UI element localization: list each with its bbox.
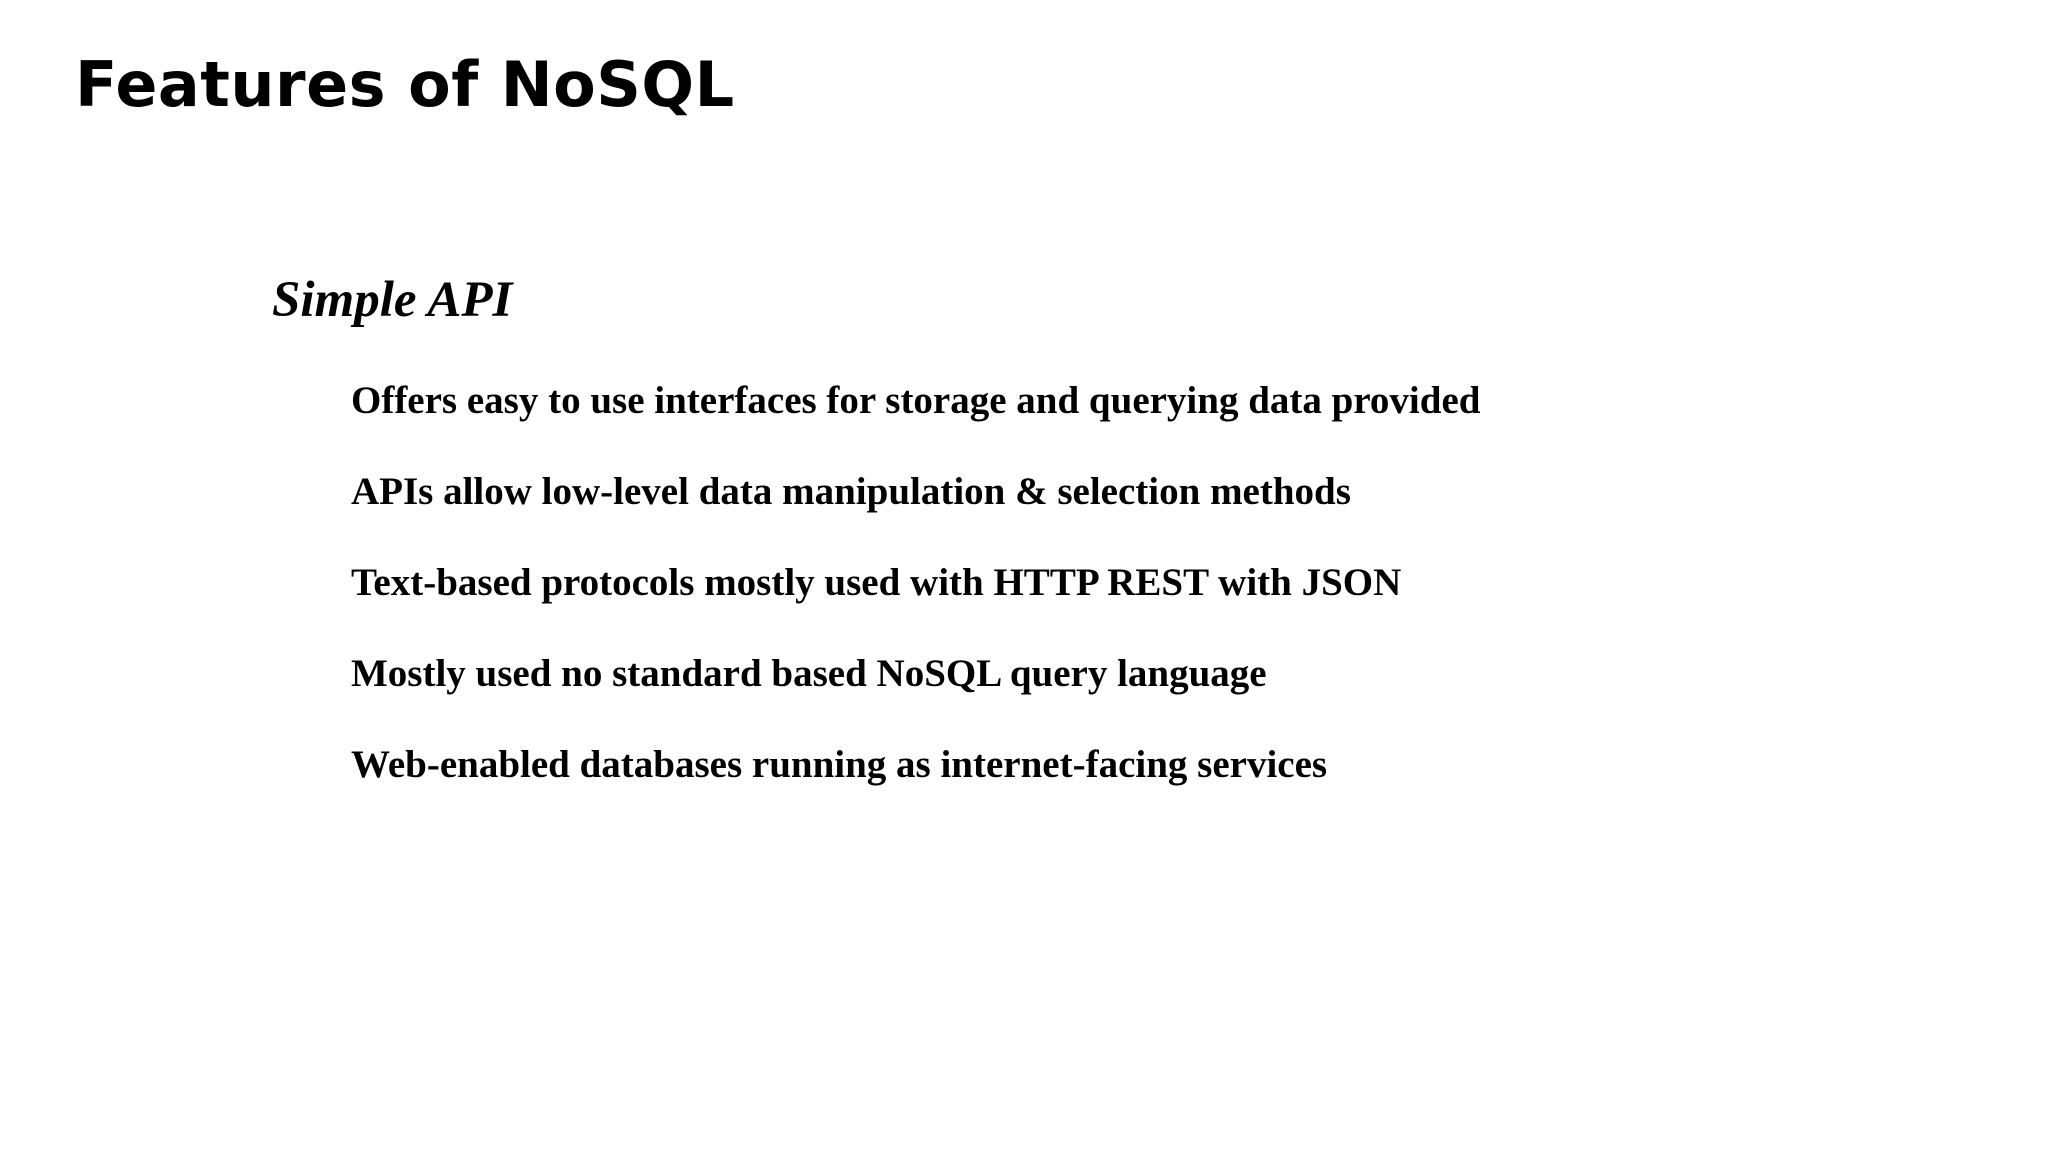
bullet-item: Text-based protocols mostly used with HTTP REST with JSON [351, 561, 1402, 604]
section-heading: Simple API [272, 272, 513, 328]
slide-title: Features of NoSQL [75, 48, 735, 121]
bullet-item: Web-enabled databases running as internet-facing services [351, 743, 1328, 786]
bullet-item: Offers easy to use interfaces for storage and querying data provided [351, 379, 1481, 422]
bullet-item: APIs allow low-level data manipulation & selection methods [351, 470, 1351, 513]
bullet-item: Mostly used no standard based NoSQL query language [351, 652, 1267, 695]
bullet-list [351, 372, 1480, 827]
